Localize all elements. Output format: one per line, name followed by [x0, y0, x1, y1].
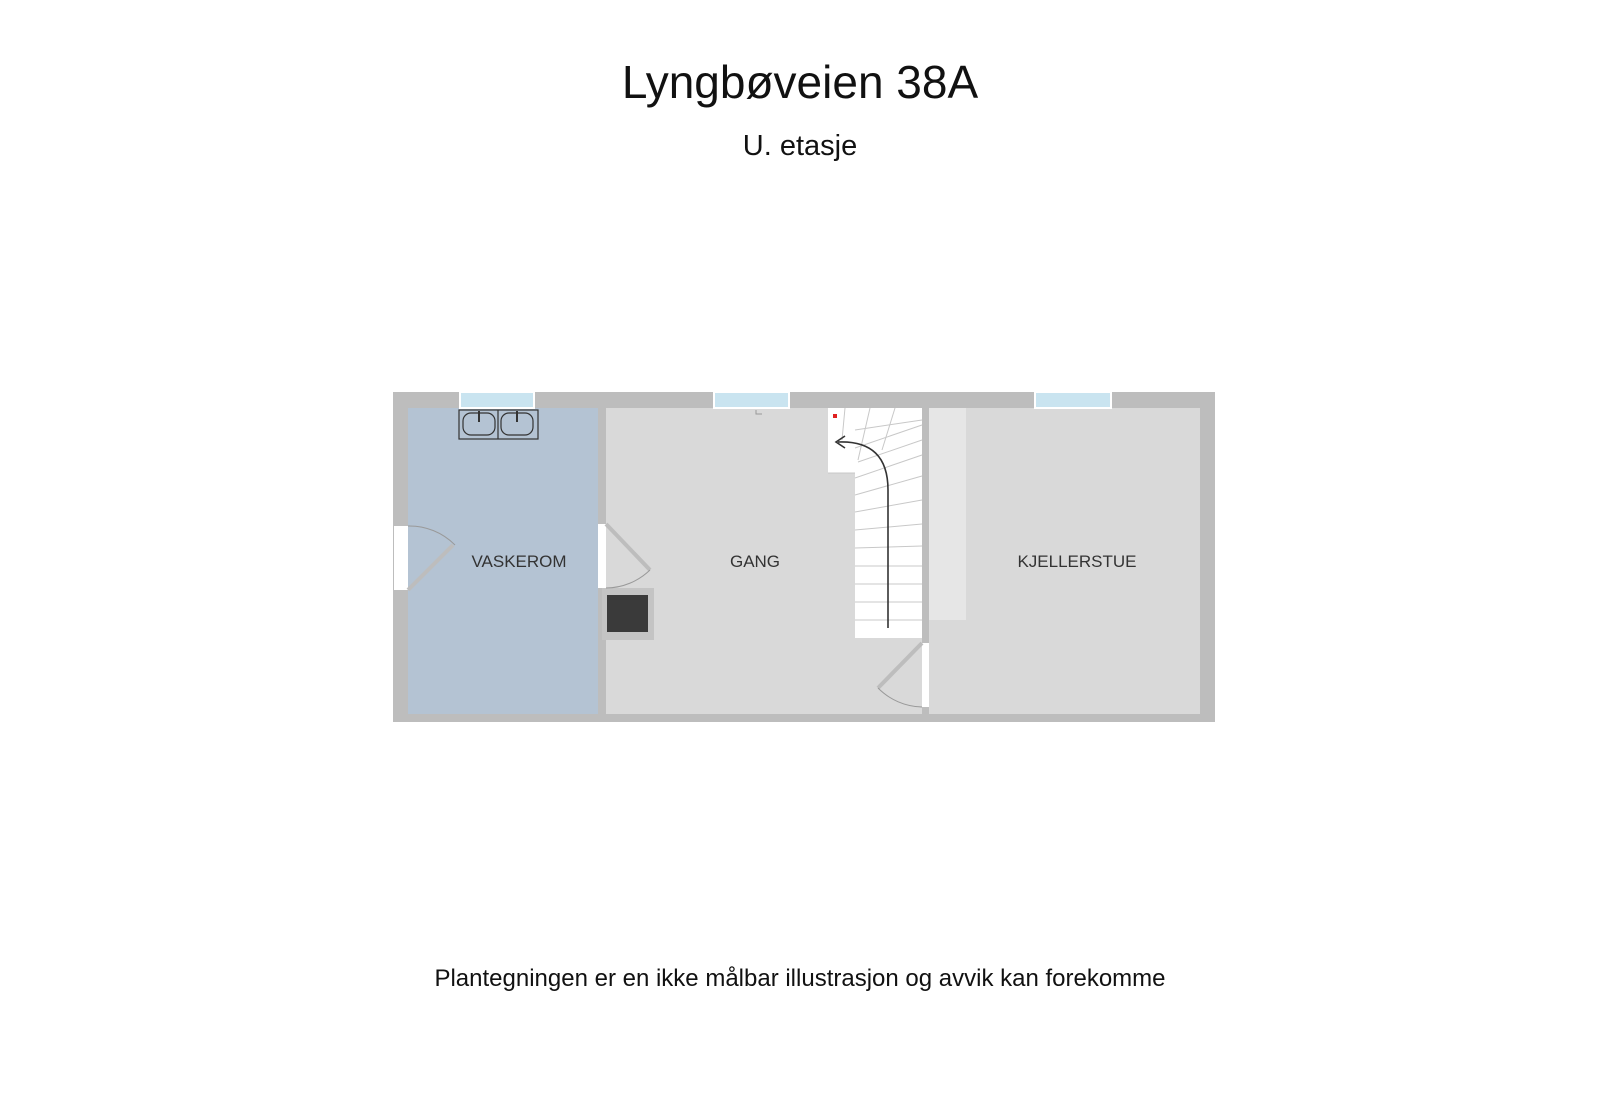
plan-title: Lyngbøveien 38A — [621, 56, 979, 108]
double-sink-icon — [459, 410, 538, 439]
stove-icon — [602, 588, 654, 640]
floor-name: U. etasje — [742, 130, 858, 162]
wall-bench — [929, 408, 966, 620]
smoke-detector-icon — [833, 414, 837, 418]
room-label-gang: GANG — [729, 552, 781, 571]
room-label-kjellerstue: KJELLERSTUE — [1017, 552, 1137, 571]
room-label-vaskerom: VASKEROM — [471, 552, 567, 571]
disclaimer: Plantegningen er en ikke målbar illustrasjon og avvik kan forekomme — [434, 965, 1166, 992]
